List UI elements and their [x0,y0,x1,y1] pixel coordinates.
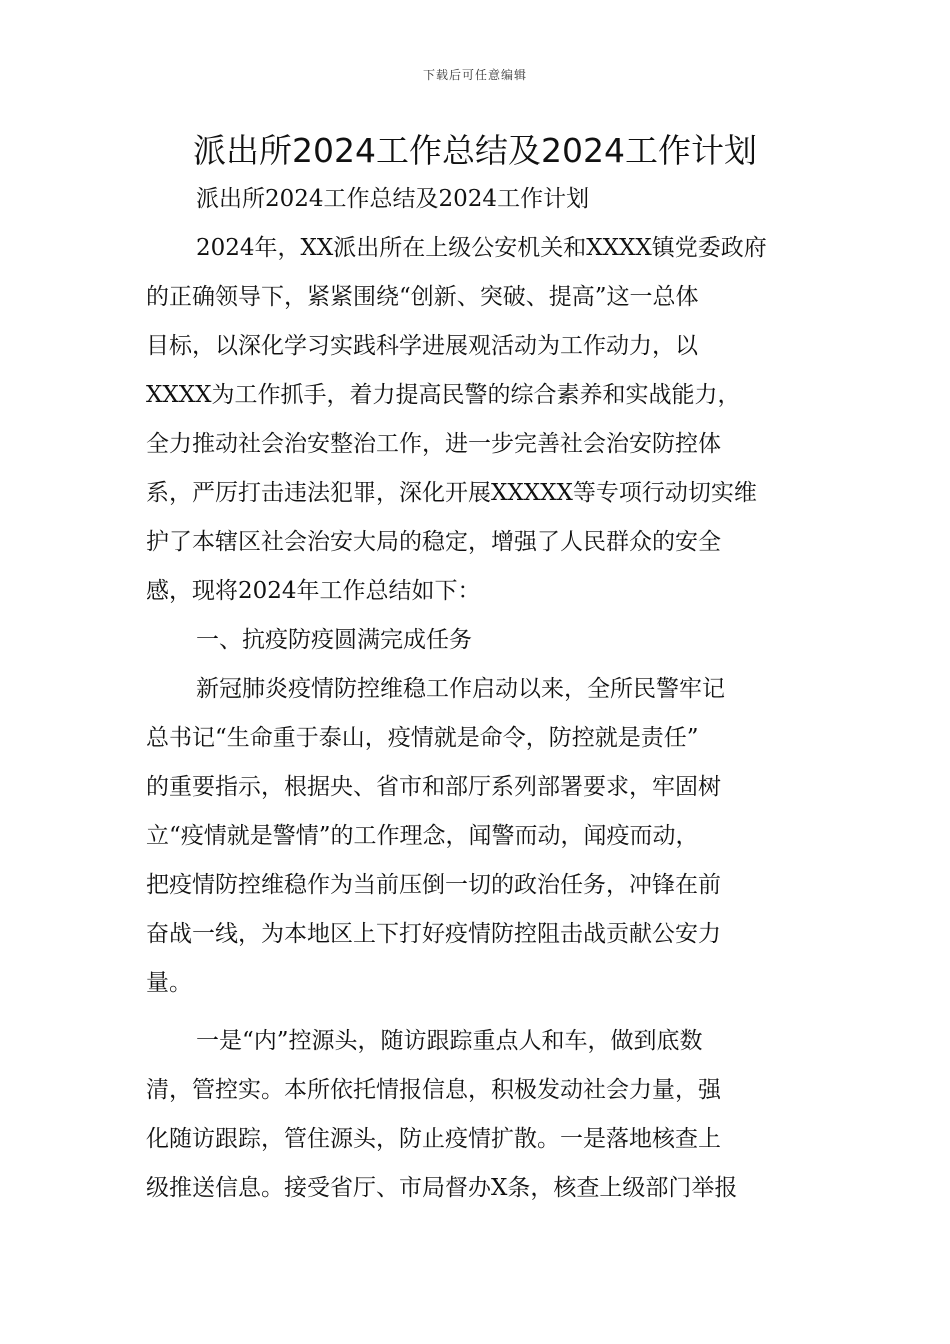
paragraph-line: 化随访跟踪，管住源头，防止疫情扩散。一是落地核查上 [146,1126,721,1152]
paragraph-line: 清，管控实。本所依托情报信息，积极发动社会力量，强 [146,1077,721,1103]
paragraph-line: 把疫情防控维稳作为当前压倒一切的政治任务，冲锋在前 [146,872,721,898]
paragraph-line: 立“疫情就是警情”的工作理念，闻警而动，闻疫而动， [146,823,699,849]
paragraph-line: XXXX为工作抓手，着力提高民警的综合素养和实战能力， [146,382,741,408]
paragraph-line: 2024年，XX派出所在上级公安机关和XXXX镇党委政府 [196,235,767,261]
paragraph-line: 系，严厉打击违法犯罪，深化开展XXXXX等专项行动切实维 [146,480,757,506]
section-heading: 一、抗疫防疫圆满完成任务 [196,627,472,653]
paragraph-line: 一是“内”控源头，随访跟踪重点人和车，做到底数 [196,1028,703,1054]
header-note: 下载后可任意编辑 [422,68,527,82]
paragraph-line: 的重要指示，根据央、省市和部厅系列部署要求，牢固树 [146,774,721,800]
paragraph-line: 全力推动社会治安整治工作，进一步完善社会治安防控体 [146,431,721,457]
paragraph-line: 量。 [146,970,192,996]
document-body [146,175,808,1213]
paragraph-line: 级推送信息。接受省厅、市局督办X条，核查上级部门举报 [146,1175,738,1201]
subtitle-line: 派出所2024工作总结及2024工作计划 [196,186,590,212]
paragraph-line: 的正确领导下，紧紧围绕“创新、突破、提高”这一总体 [146,284,699,310]
paragraph-line: 总书记“生命重于泰山，疫情就是命令，防控就是责任” [146,725,699,751]
paragraph-line: 新冠肺炎疫情防控维稳工作启动以来，全所民警牢记 [196,676,725,702]
paragraph-line: 护了本辖区社会治安大局的稳定，增强了人民群众的安全 [146,529,721,555]
paragraph-line: 奋战一线，为本地区上下打好疫情防控阻击战贡献公安力 [146,921,721,947]
paragraph-line: 感，现将2024年工作总结如下： [146,578,481,604]
document-title: 派出所2024工作总结及2024工作计划 [193,131,757,170]
paragraph-line: 目标，以深化学习实践科学进展观活动为工作动力，以 [146,333,698,359]
